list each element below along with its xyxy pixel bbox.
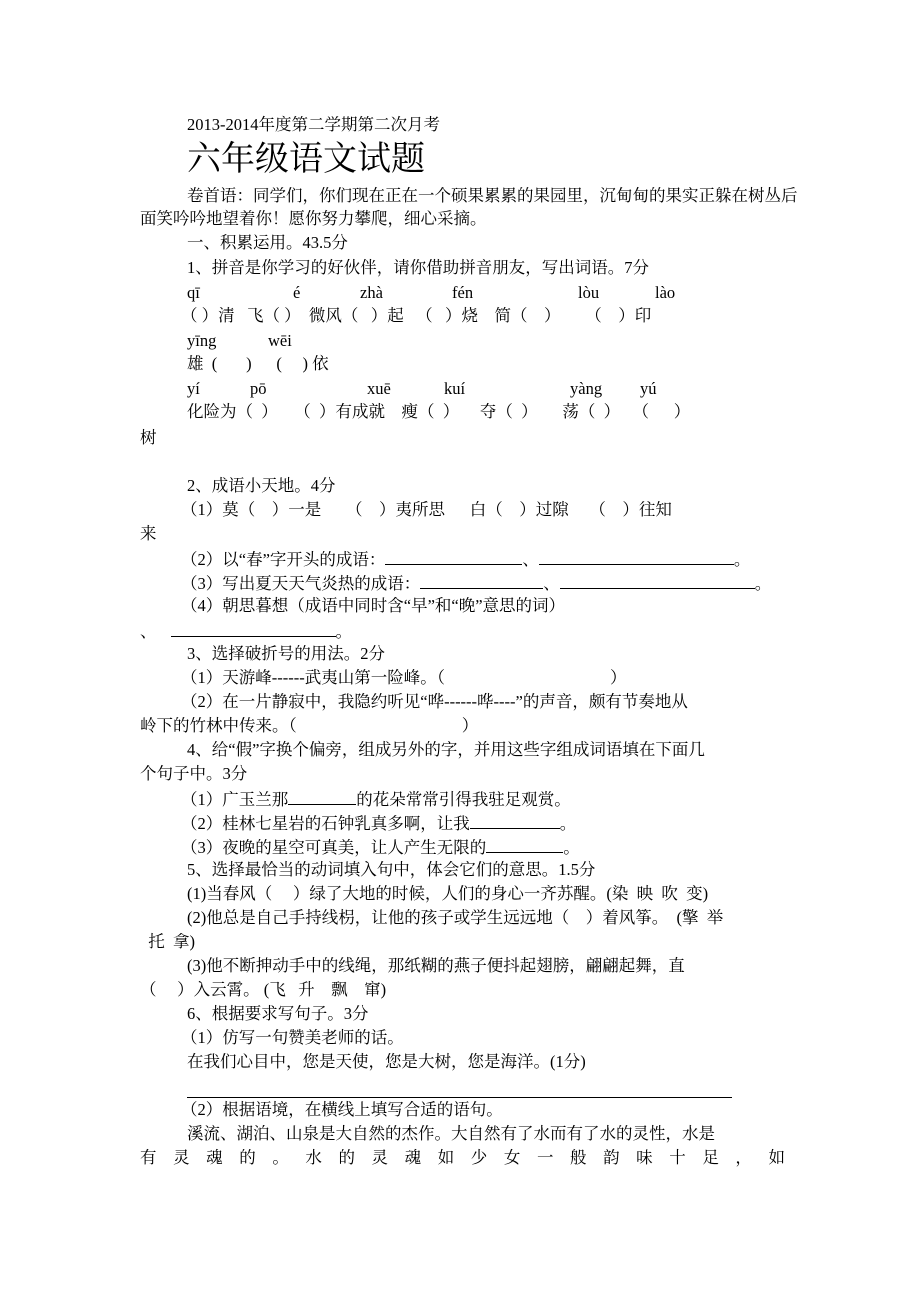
question-heading: 6、根据要求写句子。3分 bbox=[187, 1004, 369, 1023]
exam-title: 六年级语文试题 bbox=[187, 141, 425, 178]
question-heading: 个句子中。3分 bbox=[140, 764, 248, 783]
pinyin: zhà bbox=[360, 283, 383, 302]
period: 。 bbox=[559, 814, 577, 833]
exam-subtitle: 2013-2014年度第二学期第二次月考 bbox=[187, 115, 440, 134]
question-item: (2)他总是自己手持线枴，让他的孩子或学生远远地（ ）着风筝。 (擎 举 bbox=[187, 908, 724, 927]
question-item: 岭下的竹林中传来。（ ） bbox=[140, 716, 479, 735]
question-item: （1）天游峰------武夷山第一险峰。（ ） bbox=[181, 668, 627, 687]
pinyin: lào bbox=[655, 283, 676, 302]
question-item bbox=[181, 787, 571, 811]
pinyin: qī bbox=[187, 283, 200, 302]
pinyin: pō bbox=[250, 379, 267, 398]
question-item: （2）在一片静寂中，我隐约听见“哗------哗----”的声音，颇有节奏地从 bbox=[181, 692, 688, 711]
fill-row: 雄 ( ) ( ) 依 bbox=[187, 354, 329, 373]
separator: 、 bbox=[543, 574, 560, 593]
example-sentence: 在我们心目中，您是天使，您是大树，您是海洋。(1分) bbox=[187, 1052, 586, 1071]
preface-line: 面笑吟吟地望着你！愿你努力攀爬，细心采摘。 bbox=[140, 209, 487, 228]
question-item bbox=[140, 619, 352, 643]
paragraph-line: 有 灵 魂 的 。 水 的 灵 魂 如 少 女 一 般 韵 味 十 足 ， 如 bbox=[140, 1148, 785, 1167]
question-item: (1)当春风（ ）绿了大地的时候，人们的身心一齐苏醒。(染 映 吹 变) bbox=[187, 884, 709, 903]
question-heading: 2、成语小天地。4分 bbox=[187, 476, 336, 495]
fill-row: （ ）清 飞（ ） 微风（ ）起 （ ）烧 简（ ） （ ）印 bbox=[181, 306, 652, 325]
item-text: （2）以“春”字开头的成语： bbox=[181, 550, 386, 569]
pinyin: yàng bbox=[570, 379, 603, 398]
question-heading: 4、给“假”字换个偏旁，组成另外的字，并用这些字组成词语填在下面几 bbox=[187, 740, 705, 759]
item-text: （2）桂林七星岩的石钟乳真多啊，让我 bbox=[181, 814, 470, 833]
pinyin: yú bbox=[640, 379, 657, 398]
answer-blank[interactable] bbox=[385, 547, 522, 565]
separator: 、 bbox=[522, 550, 539, 569]
paragraph-line: 溪流、湖泊、山泉是大自然的杰作。大自然有了水而有了水的灵性，水是 bbox=[187, 1124, 715, 1143]
answer-blank[interactable] bbox=[288, 787, 356, 805]
question-item: （2）根据语境，在横线上填写合适的语句。 bbox=[181, 1100, 503, 1119]
pinyin: fén bbox=[452, 283, 474, 302]
answer-blank[interactable] bbox=[560, 571, 755, 589]
question-heading: 1、拼音是你学习的好伙伴，请你借助拼音朋友，写出词语。7分 bbox=[187, 258, 649, 277]
period: 。 bbox=[335, 622, 352, 641]
pinyin: é bbox=[293, 283, 301, 302]
fill-row: 化险为（ ） （ ）有成就 瘦（ ） 夺（ ） 荡（ ） （ ） bbox=[187, 402, 691, 421]
answer-blank[interactable] bbox=[420, 571, 543, 589]
item-text: 的花朵常常引得我驻足观赏。 bbox=[356, 790, 571, 809]
question-item bbox=[181, 571, 771, 595]
section-heading: 一、积累运用。43.5分 bbox=[187, 233, 348, 252]
period: 。 bbox=[733, 550, 751, 569]
period: 。 bbox=[563, 838, 580, 857]
question-item: （1）仿写一句赞美老师的话。 bbox=[181, 1028, 404, 1047]
preface-line: 卷首语：同学们，你们现在正在一个硕果累累的果园里，沉甸甸的果实正躲在树丛后 bbox=[187, 186, 798, 205]
question-item bbox=[181, 811, 576, 835]
question-item: （1）莫（ ）一是 （ ）夷所思 白（ ）过隙 （ ）往知 bbox=[181, 500, 672, 519]
question-item bbox=[181, 547, 750, 571]
item-text: （3）写出夏天天气炎热的成语： bbox=[181, 574, 421, 593]
pinyin: wēi bbox=[268, 331, 292, 350]
pinyin: yīng bbox=[187, 331, 217, 350]
pinyin: kuí bbox=[444, 379, 466, 398]
question-item: （ ）入云霄。 (飞 升 飘 窜) bbox=[140, 980, 387, 999]
question-item: 托 拿) bbox=[140, 932, 195, 951]
question-heading: 3、选择破折号的用法。2分 bbox=[187, 644, 385, 663]
item-text: （3）夜晚的星空可真美，让人产生无限的 bbox=[181, 838, 487, 857]
pinyin: lòu bbox=[578, 283, 600, 302]
question-item bbox=[181, 835, 580, 859]
answer-blank[interactable] bbox=[470, 811, 560, 829]
question-item: （4）朝思暮想（成语中同时含“早”和“晚”意思的词） bbox=[181, 596, 566, 615]
question-heading: 5、选择最恰当的动词填入句中，体会它们的意思。1.5分 bbox=[187, 860, 596, 879]
answer-line[interactable] bbox=[187, 1097, 732, 1098]
separator: 、 bbox=[140, 622, 157, 641]
fill-row: 树 bbox=[140, 428, 157, 447]
pinyin: xuē bbox=[367, 379, 391, 398]
answer-blank[interactable] bbox=[539, 547, 734, 565]
answer-blank[interactable] bbox=[486, 835, 563, 853]
question-item: (3)他不断抻动手中的线绳，那纸糊的燕子便抖起翅膀，翩翩起舞，直 bbox=[187, 956, 685, 975]
item-text: （1）广玉兰那 bbox=[181, 790, 289, 809]
answer-blank[interactable] bbox=[171, 619, 336, 637]
question-item: 来 bbox=[140, 524, 157, 543]
period: 。 bbox=[754, 574, 772, 593]
pinyin: yí bbox=[187, 379, 200, 398]
